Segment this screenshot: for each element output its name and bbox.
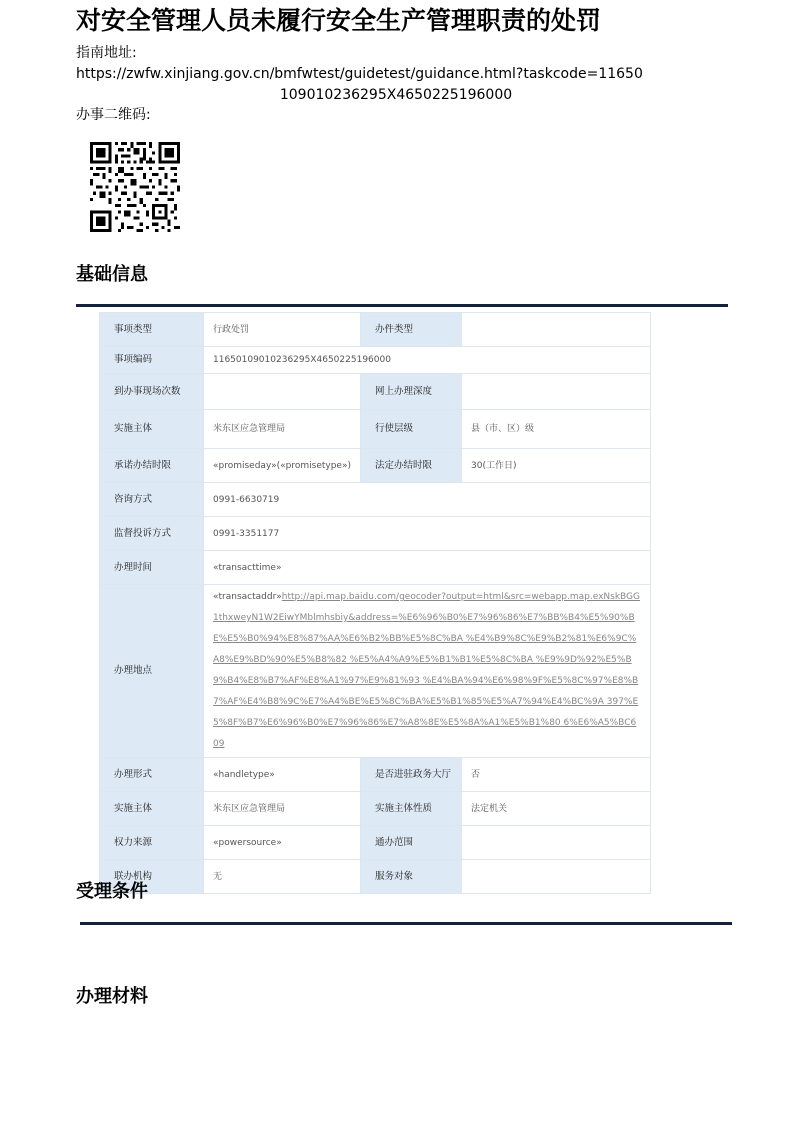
field-label: 实施主体 — [100, 410, 204, 449]
table-row — [100, 860, 651, 894]
section-divider — [80, 922, 732, 925]
table-row — [100, 551, 651, 585]
field-label: 事项类型 — [100, 313, 204, 347]
field-value-address — [204, 585, 651, 758]
field-value: «handletype» — [204, 758, 361, 792]
field-label: 通办范围 — [361, 826, 462, 860]
section-title-materials: 办理材料 — [76, 986, 148, 1007]
field-value: «promiseday»(«promisetype») — [204, 449, 361, 483]
field-label: 网上办理深度 — [361, 374, 462, 410]
field-label: 权力来源 — [100, 826, 204, 860]
field-label: 事项编码 — [100, 347, 204, 374]
guide-url-line1[interactable]: https://zwfw.xinjiang.gov.cn/bmfwtest/guidetest/guidance.html?taskcode=11650 — [76, 66, 643, 82]
field-value: 30(工作日) — [462, 449, 651, 483]
field-value: 否 — [462, 758, 651, 792]
field-label: 办理形式 — [100, 758, 204, 792]
field-label: 服务对象 — [361, 860, 462, 894]
field-label: 法定办结时限 — [361, 449, 462, 483]
field-value — [462, 374, 651, 410]
field-label: 办件类型 — [361, 313, 462, 347]
field-value: 行政处罚 — [204, 313, 361, 347]
field-value — [462, 313, 651, 347]
table-row — [100, 313, 651, 347]
field-value: «transacttime» — [204, 551, 651, 585]
field-value: «powersource» — [204, 826, 361, 860]
basic-info-table — [99, 312, 651, 894]
field-label: 行使层级 — [361, 410, 462, 449]
section-title-basic-info: 基础信息 — [76, 264, 148, 285]
field-label: 监督投诉方式 — [100, 517, 204, 551]
table-row — [100, 792, 651, 826]
table-row — [100, 585, 651, 758]
field-value: 法定机关 — [462, 792, 651, 826]
field-label: 承诺办结时限 — [100, 449, 204, 483]
table-row — [100, 347, 651, 374]
section-divider — [76, 304, 728, 307]
qr-code-label: 办事二维码: — [76, 107, 151, 123]
field-value — [462, 860, 651, 894]
field-value — [462, 826, 651, 860]
map-link[interactable]: http://api.map.baidu.com/geocoder?output=html&src=webapp.map.exNskBGG1thxweyN1W2EiwYMblmhsbiy&address=%E6%96%B0%E7%96%86%E7%BB%B4%E5%90%BE%E5%B0%94%E8%87%AA%E6%B2%BB%E5%8C%BA %E4%B9%8C%E9%B2%81%E6%9C%A8%E9%BD%90%E5%B8%82 %E5%A4%A9%E5%B1%B1%E5%8C%BA %E9%9D%92%E5%B9%B4%E8%B7%AF%E8%A1%97%E9%81%93 %E4%BA%94%E6%98%9F%E5%8C%97%E8%B7%AF%E4%B8%9C%E7%A4%BE%E5%8C%BA%E5%B1%85%E5%A7%94%E4%BC%9A 397%E5%8F%B7%E6%96%B0%E7%96%86%E7%A8%8E%E5%8A%A1%E5%B1%80 6%E6%A5%BC609 — [213, 592, 641, 749]
field-value: 县（市、区）级 — [462, 410, 651, 449]
section-title-conditions: 受理条件 — [76, 881, 148, 902]
field-value: 无 — [204, 860, 361, 894]
field-label: 联办机构 — [100, 860, 204, 894]
field-label: 咨询方式 — [100, 483, 204, 517]
field-label: 办理地点 — [100, 585, 204, 758]
table-row — [100, 517, 651, 551]
field-label: 到办事现场次数 — [100, 374, 204, 410]
field-label: 办理时间 — [100, 551, 204, 585]
guide-address-label: 指南地址: — [76, 45, 137, 61]
page-title: 对安全管理人员未履行安全生产管理职责的处罚 — [76, 6, 602, 35]
field-label: 实施主体性质 — [361, 792, 462, 826]
field-label: 实施主体 — [100, 792, 204, 826]
field-value — [204, 374, 361, 410]
field-value: 11650109010236295X4650225196000 — [204, 347, 651, 374]
table-row — [100, 826, 651, 860]
guide-url-line2[interactable]: 109010236295X4650225196000 — [279, 87, 513, 103]
table-row — [100, 483, 651, 517]
field-value: 米东区应急管理局 — [204, 792, 361, 826]
table-row — [100, 410, 651, 449]
field-label: 是否进驻政务大厅 — [361, 758, 462, 792]
address-placeholder: «transactaddr» — [213, 592, 282, 602]
field-value: 0991-6630719 — [204, 483, 651, 517]
guide-url[interactable] — [76, 64, 716, 106]
field-value: 0991-3351177 — [204, 517, 651, 551]
qr-code-image — [90, 142, 180, 232]
table-row — [100, 449, 651, 483]
table-row — [100, 758, 651, 792]
field-value: 米东区应急管理局 — [204, 410, 361, 449]
table-row — [100, 374, 651, 410]
